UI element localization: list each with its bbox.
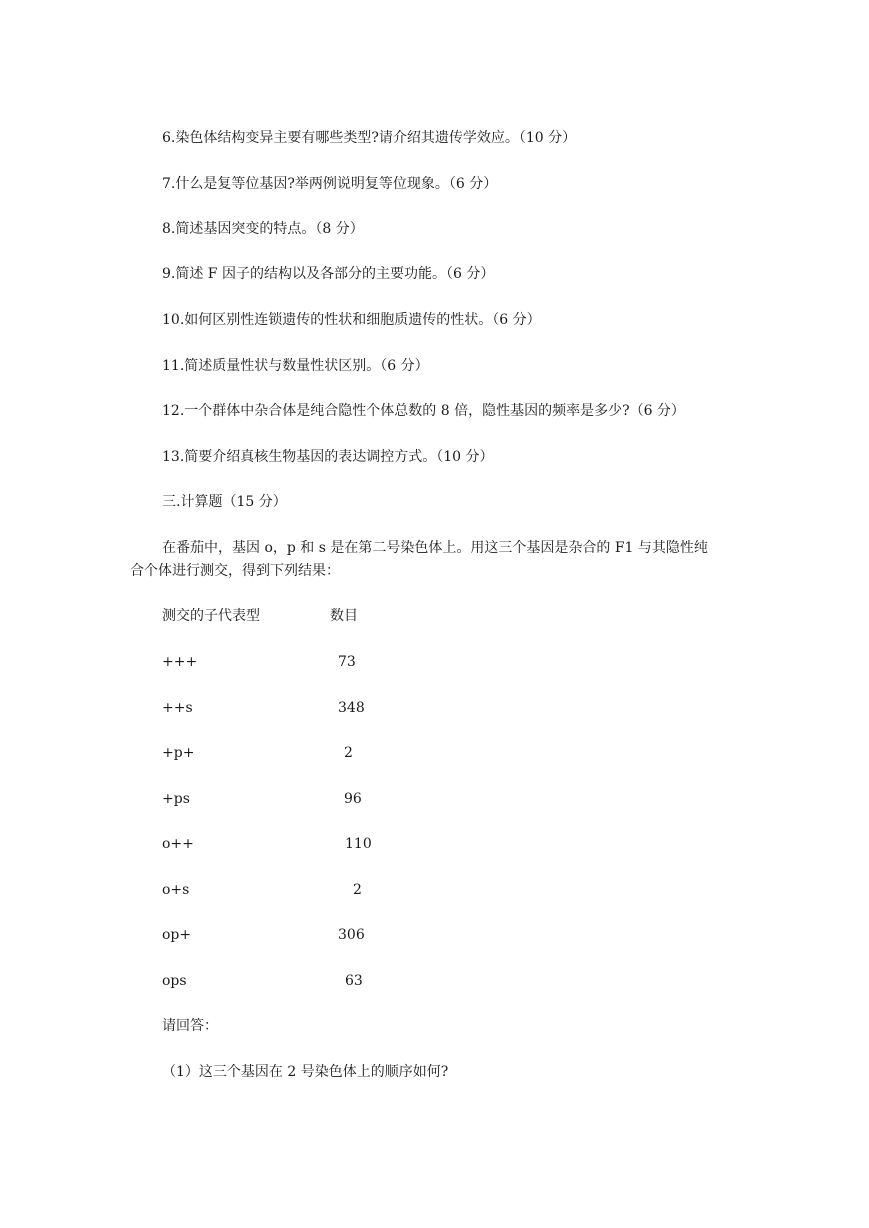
count-cell: 348 — [338, 700, 365, 716]
table-header-phenotype: 测交的子代表型 — [162, 608, 260, 624]
problem-text-line-1: 在番茄中，基因 o，p 和 s 是在第二号染色体上。用这三个基因是杂合的 F1 与其隐性纯 — [162, 540, 708, 556]
question-10: 10.如何区别性连锁遗传的性状和细胞质遗传的性状。（6 分） — [162, 312, 541, 328]
question-6: 6.染色体结构变异主要有哪些类型?请介绍其遗传学效应。（10 分） — [162, 130, 577, 146]
question-8: 8.简述基因突变的特点。（8 分） — [162, 221, 364, 237]
question-12: 12.一个群体中杂合体是纯合隐性个体总数的 8 倍，隐性基因的频率是多少?（6 分） — [162, 403, 685, 419]
phenotype-cell: o++ — [162, 836, 194, 852]
phenotype-cell: ops — [162, 973, 187, 989]
question-7: 7.什么是复等位基因?举两例说明复等位现象。（6 分） — [162, 176, 498, 192]
section-title: 三.计算题（15 分） — [162, 494, 287, 510]
count-cell: 2 — [353, 882, 362, 898]
count-cell: 73 — [338, 654, 356, 670]
sub-question-1: （1）这三个基因在 2 号染色体上的顺序如何? — [162, 1064, 449, 1080]
phenotype-cell: ++s — [162, 700, 193, 716]
count-cell: 96 — [344, 791, 362, 807]
question-11: 11.简述质量性状与数量性状区别。（6 分） — [162, 358, 429, 374]
phenotype-cell: o+s — [162, 882, 190, 898]
answer-prompt: 请回答： — [162, 1018, 218, 1034]
problem-text-line-2: 合个体进行测交，得到下列结果： — [130, 563, 340, 579]
phenotype-cell: +++ — [162, 654, 198, 670]
phenotype-cell: op+ — [162, 927, 192, 943]
table-header-count: 数目 — [330, 608, 358, 624]
phenotype-cell: +p+ — [162, 745, 195, 761]
count-cell: 110 — [345, 836, 372, 852]
count-cell: 63 — [345, 973, 363, 989]
question-9: 9.简述 F 因子的结构以及各部分的主要功能。（6 分） — [162, 266, 495, 282]
phenotype-cell: +ps — [162, 791, 190, 807]
question-13: 13.简要介绍真核生物基因的表达调控方式。（10 分） — [162, 449, 494, 465]
count-cell: 2 — [344, 745, 353, 761]
count-cell: 306 — [338, 927, 365, 943]
